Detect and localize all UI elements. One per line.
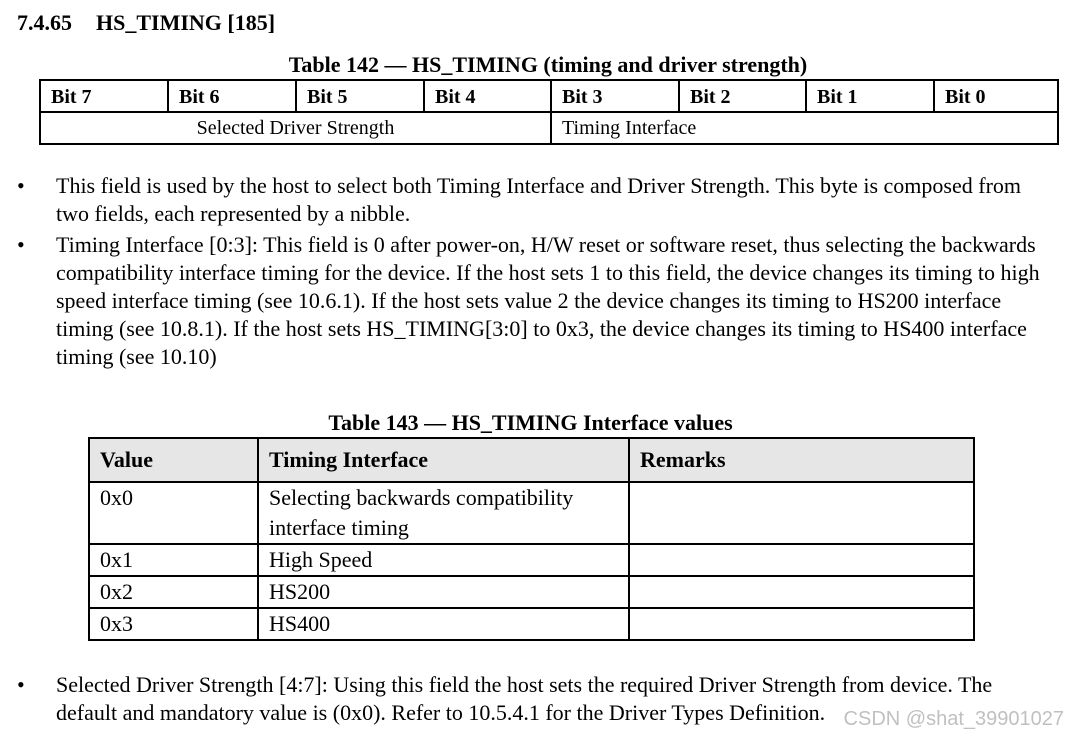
- bit-2-cell: Bit 2: [679, 80, 806, 112]
- table-row: [89, 544, 974, 576]
- bullet-icon: •: [17, 672, 25, 697]
- bullet-icon: •: [17, 173, 25, 198]
- value-cell: 0x3: [89, 608, 258, 640]
- table-142: [39, 79, 1059, 145]
- timing-interface-cell: High Speed: [258, 544, 629, 576]
- remarks-cell: [629, 544, 974, 576]
- bullet-text: Timing Interface [0:3]: This field is 0 after power-on, H/W reset or software reset, thus selecting the backwards compatibility interface timing for the device. If the host sets 1 to this field, the device changes its timing to high speed interface timing (see 10.6.1). If the host sets value 2 the device changes its timing to HS200 interface timing (see 10.8.1). If the host sets HS_TIMING[3:0] to 0x3, the device changes its timing to HS400 interface timing (see 10.10): [56, 232, 1040, 369]
- table-142-caption: Table 142 — HS_TIMING (timing and driver strength): [288, 52, 808, 77]
- watermark: CSDN @shat_39901027: [843, 708, 1064, 730]
- list-item: [0, 172, 1046, 228]
- remarks-cell: [629, 608, 974, 640]
- table-row: [89, 608, 974, 640]
- timing-interface-cell: Timing Interface: [551, 112, 1058, 144]
- table-143-caption: Table 143 — HS_TIMING Interface values: [328, 410, 733, 435]
- list-item: [0, 231, 1046, 371]
- bit-0-cell: Bit 0: [934, 80, 1058, 112]
- bullet-text: This field is used by the host to select both Timing Interface and Driver Strength. This byte is composed from two fields, each represented by a nibble.: [56, 173, 1022, 226]
- column-header-value: Value: [89, 438, 258, 482]
- table-row: [89, 482, 974, 544]
- value-cell: 0x2: [89, 576, 258, 608]
- table-143: [88, 437, 975, 641]
- table-header-row: [89, 438, 974, 482]
- timing-interface-cell: Selecting backwards compatibility interface timing: [258, 482, 629, 544]
- section-heading: [17, 8, 275, 38]
- value-cell: 0x1: [89, 544, 258, 576]
- timing-interface-cell: HS200: [258, 576, 629, 608]
- bit-4-cell: Bit 4: [424, 80, 551, 112]
- selected-driver-strength-cell: Selected Driver Strength: [40, 112, 551, 144]
- bit-3-cell: Bit 3: [551, 80, 679, 112]
- remarks-cell: [629, 482, 974, 544]
- bit-5-cell: Bit 5: [296, 80, 424, 112]
- section-title: HS_TIMING [185]: [96, 10, 276, 35]
- bit-7-cell: Bit 7: [40, 80, 168, 112]
- column-header-timing-interface: Timing Interface: [258, 438, 629, 482]
- bullet-list-top: [0, 172, 1046, 371]
- bit-header-row: [40, 80, 1058, 112]
- timing-interface-cell: HS400: [258, 608, 629, 640]
- bullet-icon: •: [17, 232, 25, 257]
- bullet-text: Selected Driver Strength [4:7]: Using this field the host sets the required Driver Strength from device. The default and mandatory value is (0x0). Refer to 10.5.4.1 for the Driver Types Definition.: [56, 672, 993, 725]
- value-cell: 0x0: [89, 482, 258, 544]
- bit-1-cell: Bit 1: [806, 80, 934, 112]
- bit-6-cell: Bit 6: [168, 80, 296, 112]
- field-row: [40, 112, 1058, 144]
- remarks-cell: [629, 576, 974, 608]
- table-row: [89, 576, 974, 608]
- section-number: 7.4.65: [17, 10, 72, 35]
- column-header-remarks: Remarks: [629, 438, 974, 482]
